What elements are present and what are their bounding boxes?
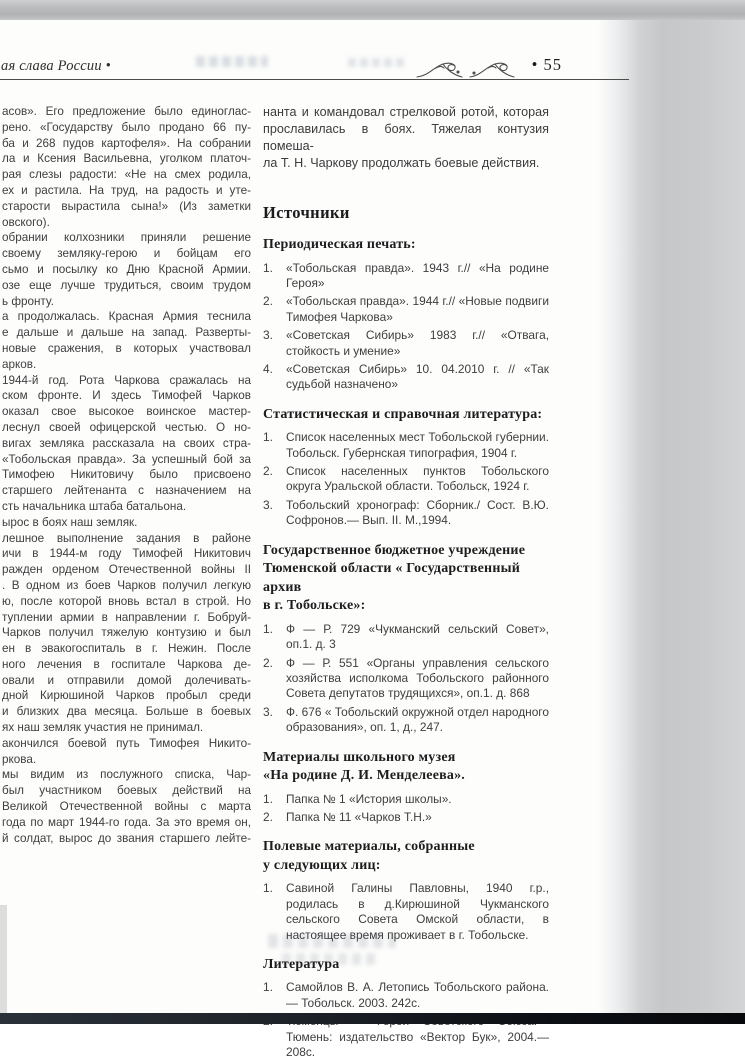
item-text: Ф — Р. 551 «Органы управления сельского хозяйства исполкома Тобольского районного Совета депутатов трудящихся», оп.1. д. 868 [286, 655, 549, 701]
right-text-column [263, 104, 549, 1061]
header-rule [0, 79, 629, 80]
item-text: Савиной Галины Павловны, 1940 г.р., родилась в д.Кирюшиной Чукманского сельского Совета Омской области, в настоящее время проживает в г. Тобольске. [286, 881, 549, 942]
showthrough-smudge [348, 58, 406, 67]
text-line: ь фронту. [2, 294, 54, 308]
text-line: . В одном из боев Чарков получил легкую [2, 578, 251, 592]
text-line: ркова. [2, 752, 37, 766]
item-number: 1. [263, 430, 273, 445]
section-heading-line: «На родине Д. И. Менделеева». [263, 768, 465, 784]
text-line: был участником боевых действий на [2, 784, 251, 798]
text-line: рено. «Государству было продано 66 пу- [2, 120, 251, 134]
source-item [263, 656, 549, 702]
text-line: новые сражения, в которых участвовал [2, 341, 251, 355]
item-text: Папка № 11 «Чарков Т.Н.» [286, 809, 432, 824]
section-heading-line: Государственное бюджетное учреждение [263, 542, 526, 558]
item-number: 2. [263, 809, 273, 824]
left-text-column [2, 104, 251, 846]
text-line: туплении армии в направлении г. Бобруй- [2, 610, 251, 624]
text-line: рая слезы радости: «Не на смех родила, [2, 168, 251, 182]
section-heading [263, 956, 549, 975]
item-number: 3. [263, 497, 273, 512]
source-item [263, 294, 549, 325]
section-heading [263, 749, 549, 786]
item-number: 3. [263, 328, 273, 343]
source-item [263, 498, 549, 529]
source-section [263, 236, 549, 393]
source-item [263, 362, 549, 393]
section-heading-line: Статистическая и справочная литература: [263, 406, 543, 422]
source-item [263, 261, 549, 292]
section-heading-line: Материалы школьного музея [263, 749, 456, 765]
text-line: лешное выполнение задания в районе [2, 531, 251, 545]
running-title: ая слава России • [1, 58, 111, 74]
text-line: Тимофею Никитовичу было присвоено [2, 468, 251, 482]
item-text: Папка № 1 «История школы». [286, 791, 452, 806]
item-number: 2. [263, 464, 273, 479]
text-line: ичи в 1944-м году Тимофей Никитович [2, 547, 251, 561]
text-line: ла Т. Н. Чаркову продолжать боевые действия. [263, 156, 540, 170]
item-number: 1. [263, 621, 273, 636]
item-number: 2. [263, 655, 273, 670]
text-line: ех и растила. На труд, на радость и уте- [2, 183, 251, 197]
text-line: ла и Ксения Васильевна, уголком платоч- [2, 152, 251, 166]
section-heading-line: Полевые материалы, собранные [263, 839, 475, 855]
text-line: и близких два месяца. Больше в боевых [2, 705, 251, 719]
text-line: арков. [2, 357, 37, 371]
source-item [263, 430, 549, 461]
text-line: ба и 268 пудов картофеля». На собрании [2, 136, 251, 150]
item-text: «Советская Сибирь» 1983 г.// «Отвага, стойкость и умение» [286, 328, 549, 358]
scan-bottom-edge [0, 1013, 745, 1024]
source-item [263, 622, 549, 653]
showthrough-smudge [196, 56, 268, 67]
source-item [263, 810, 549, 825]
scan-left-edge [0, 905, 7, 1015]
source-item [263, 881, 549, 943]
sources-sections [263, 236, 549, 1061]
source-section [263, 956, 549, 1061]
source-section [263, 749, 549, 826]
source-section [263, 542, 549, 736]
text-line: мы видим из послужного списка, Чар- [2, 768, 251, 782]
item-number: 4. [263, 361, 273, 376]
section-heading-line: Тюменской области « Государственный архив [263, 561, 520, 595]
text-line: е дальше и дальше на запад. Разверты- [2, 326, 251, 340]
text-line: «Тобольская правда». За успешный бой за [2, 452, 251, 466]
text-line: овали и отправили домой долечивать- [2, 673, 251, 687]
item-text: Тобольский хронограф: Сборник./ Сост. В.Ю. Софронов.— Вып. II. М.,1994. [286, 497, 549, 528]
item-number: 2. [263, 294, 273, 309]
text-line: овского). [2, 215, 50, 229]
text-line: ырос в боях наш земляк. [2, 515, 138, 529]
item-text: «Тобольская правда». 1943 г.// «На родине Героя» [286, 260, 549, 290]
item-text: Самойлов В. А. Летопись Тобольского района.— Тобольск. 2003. 242с. [286, 980, 549, 1010]
section-heading-line: Периодическая печать: [263, 237, 416, 252]
item-text: Тюмень: издательство «Вектор Бук», 2004.—208с. [286, 1029, 549, 1060]
text-line: обрании колхозники приняли решение [2, 231, 251, 245]
text-line: дной Кирюшиной Чарков пробыл среди [2, 689, 251, 703]
text-line: озе еще лучше трудиться, своим трудом [2, 278, 251, 292]
page-number: • 55 [531, 55, 562, 74]
item-number: 1. [263, 260, 273, 275]
text-line: Великой Отечественной войны с марта [2, 800, 251, 814]
item-text: Ф. 676 « Тобольский окружной отдел народного образования», оп. 1, д., 247. [286, 704, 549, 735]
section-heading [263, 406, 549, 425]
section-heading-line: у следующих лиц: [263, 857, 381, 873]
scan-top-edge [0, 0, 745, 20]
item-text: Список населенных пунктов Тобольского округа Уральской области. Тобольск, 1924 г. [286, 464, 549, 494]
text-line: прославилась в боях. Тяжелая контузия помеша- [263, 122, 549, 153]
item-number: 1. [263, 791, 273, 806]
text-line: ях наш земляк участия не принимал. [2, 721, 204, 735]
source-item [263, 980, 549, 1011]
section-heading [263, 542, 549, 616]
text-line: нанта и командовал стрелковой ротой, которая [263, 105, 549, 119]
text-line: старости вырастила сына!» (Из заметки [2, 199, 251, 213]
text-line: старшего лейтенанта с назначением на [2, 484, 251, 498]
text-line: ного лечения в госпитале Чаркова де- [2, 657, 251, 671]
text-line: сьмо и посылку ко Дню Красной Армии. [2, 262, 251, 276]
text-line: ен в эвакогоспиталь в г. Нежин. После [2, 642, 251, 656]
item-text: Список населенных мест Тобольской губернии. Тобольск. Губернская типография, 1904 г. [286, 430, 549, 460]
text-line: оказал свое высокое воинское мастер- [2, 405, 251, 419]
source-item [263, 328, 549, 359]
source-item [263, 705, 549, 736]
text-line: ю, после которой вновь встал в строй. Но [2, 594, 251, 608]
source-section [263, 838, 549, 943]
text-line: асов». Его предложение было единоглас- [2, 105, 251, 118]
item-number: 1. [263, 980, 273, 995]
text-line: Чарков получил тяжелую контузию и был [2, 626, 251, 640]
source-section [263, 406, 549, 529]
item-number: 1. [263, 881, 273, 896]
item-text: «Советская Сибирь» 10. 04.2010 г. // «Так судьбой назначено» [286, 361, 549, 392]
article-closing-paragraph [263, 104, 549, 172]
text-line: вигах земляка рассказала на своих стра- [2, 436, 251, 450]
source-item [263, 464, 549, 495]
text-line: ском фронте. И здесь Тимофей Чарков [2, 389, 251, 403]
sources-title: Источники [263, 203, 350, 222]
section-heading [263, 838, 549, 875]
text-line: сть начальника штаба батальона. [2, 499, 187, 513]
text-line: года по март 1944-го года. За это время он, [2, 815, 251, 829]
section-heading-line: Литература [263, 956, 340, 972]
section-heading [263, 236, 549, 255]
text-line: й солдат, вырос до звания старшего лейте- [2, 831, 251, 845]
text-line: 1944-й год. Рота Чаркова сражалась на [2, 373, 251, 387]
text-line: акончился боевой путь Тимофея Никито- [2, 736, 251, 750]
item-text: «Тобольская правда». 1944 г.// «Новые подвиги Тимофея Чаркова» [286, 294, 549, 324]
text-line: а продолжалась. Красная Армия теснила [2, 310, 251, 324]
item-text: Ф — Р. 729 «Чукманский сельский Совет», оп.1. д. 3 [286, 621, 549, 652]
section-heading-line: в г. Тобольске»: [263, 598, 366, 614]
text-line: своему земляку-герою и бойцам его [2, 247, 251, 261]
text-line: ражден орденом Отечественной войны II [2, 563, 251, 577]
text-line: леснул своей офицерской честью. О но- [2, 420, 251, 434]
source-item [263, 792, 549, 807]
item-number: 3. [263, 704, 273, 719]
